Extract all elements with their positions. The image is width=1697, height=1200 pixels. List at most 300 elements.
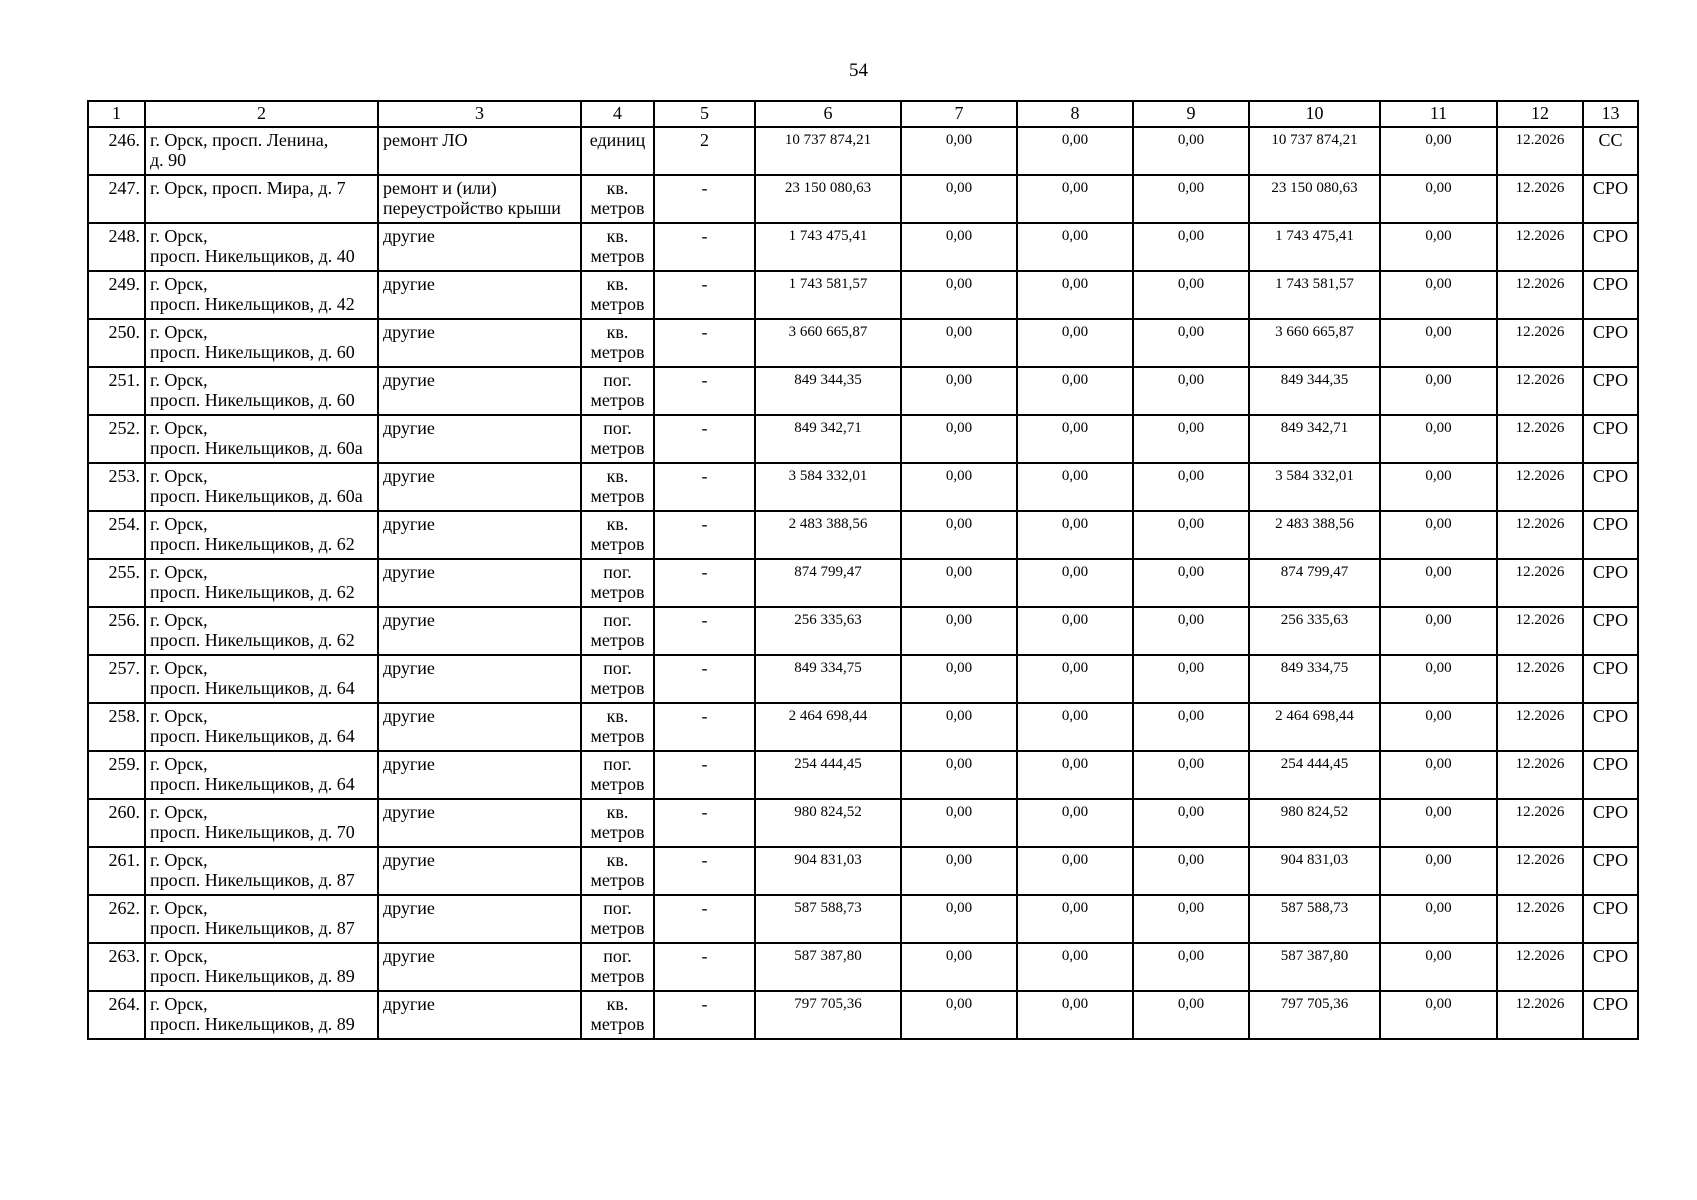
other-funds-cell-text: 0,00 — [1425, 372, 1452, 388]
deadline-cell — [1497, 319, 1583, 367]
unit-cell-text: метров — [590, 246, 645, 266]
regional-funds-cell — [1017, 751, 1133, 799]
unit-cell-text: метров — [590, 438, 645, 458]
fund-method-cell — [1583, 751, 1638, 799]
local-funds-cell-text: 0,00 — [1177, 516, 1205, 532]
unit-cell — [581, 223, 654, 271]
address-cell — [145, 319, 378, 367]
total-cost-cell-text: 2 464 698,44 — [788, 708, 868, 724]
table-row — [88, 799, 1638, 847]
quantity-cell — [654, 847, 755, 895]
federal-funds-cell-text: 0,00 — [945, 612, 973, 628]
regional-funds-cell — [1017, 559, 1133, 607]
deadline-cell — [1497, 895, 1583, 943]
deadline-cell — [1497, 655, 1583, 703]
work-type-cell-text: другие — [383, 562, 435, 582]
local-funds-cell-text: 0,00 — [1177, 852, 1205, 868]
header-row — [88, 101, 1638, 127]
local-funds-cell-text: 0,00 — [1177, 708, 1205, 724]
address-cell-text: просп. Никельщиков, д. 60 — [150, 342, 355, 362]
other-funds-cell — [1380, 991, 1497, 1039]
address-cell-text: просп. Никельщиков, д. 42 — [150, 294, 355, 314]
local-funds-cell — [1133, 559, 1249, 607]
work-type-cell — [378, 271, 581, 319]
unit-cell-text: метров — [590, 294, 645, 314]
local-funds-cell-text: 0,00 — [1177, 372, 1205, 388]
local-funds-cell-text: 0,00 — [1177, 996, 1205, 1012]
quantity-cell — [654, 367, 755, 415]
federal-funds-cell-text: 0,00 — [945, 948, 973, 964]
federal-funds-cell — [901, 223, 1017, 271]
unit-cell-text: кв. — [606, 994, 629, 1014]
owner-funds-cell-text: 587 387,80 — [1280, 948, 1349, 964]
unit-cell — [581, 607, 654, 655]
owner-funds-cell-text: 797 705,36 — [1280, 996, 1349, 1012]
unit-cell-text: пог. — [603, 658, 632, 678]
regional-funds-cell-text: 0,00 — [1061, 420, 1089, 436]
quantity-cell — [654, 511, 755, 559]
other-funds-cell — [1380, 607, 1497, 655]
unit-cell — [581, 991, 654, 1039]
federal-funds-cell — [901, 799, 1017, 847]
quantity-cell-text: - — [701, 802, 708, 822]
regional-funds-cell-text: 0,00 — [1061, 900, 1089, 916]
other-funds-cell-text: 0,00 — [1425, 900, 1452, 916]
owner-funds-cell-text: 254 444,45 — [1280, 756, 1349, 772]
owner-funds-cell-text: 849 344,35 — [1280, 372, 1349, 388]
regional-funds-cell-text: 0,00 — [1061, 516, 1089, 532]
deadline-cell-text: 12.2026 — [1515, 756, 1565, 772]
unit-cell-text: метров — [590, 198, 645, 218]
deadline-cell-text: 12.2026 — [1515, 228, 1565, 244]
owner-funds-cell — [1249, 511, 1380, 559]
work-type-cell — [378, 463, 581, 511]
regional-funds-cell — [1017, 511, 1133, 559]
deadline-cell — [1497, 991, 1583, 1039]
federal-funds-cell-text: 0,00 — [945, 276, 973, 292]
owner-funds-cell-text: 256 335,63 — [1280, 612, 1349, 628]
quantity-cell-text: - — [701, 562, 708, 582]
deadline-cell-text: 12.2026 — [1515, 900, 1565, 916]
local-funds-cell-text: 0,00 — [1177, 276, 1205, 292]
federal-funds-cell-text: 0,00 — [945, 900, 973, 916]
owner-funds-cell — [1249, 175, 1380, 223]
row-number — [88, 751, 145, 799]
local-funds-cell — [1133, 463, 1249, 511]
fund-method-cell — [1583, 703, 1638, 751]
local-funds-cell-text: 0,00 — [1177, 900, 1205, 916]
unit-cell — [581, 463, 654, 511]
address-cell — [145, 799, 378, 847]
deadline-cell-text: 12.2026 — [1515, 852, 1565, 868]
unit-cell — [581, 415, 654, 463]
federal-funds-cell-text: 0,00 — [945, 324, 973, 340]
owner-funds-cell — [1249, 943, 1380, 991]
other-funds-cell-text: 0,00 — [1425, 996, 1452, 1012]
total-cost-cell-text: 1 743 475,41 — [788, 228, 868, 244]
work-type-cell — [378, 991, 581, 1039]
work-type-cell-text: другие — [383, 466, 435, 486]
owner-funds-cell-text: 2 464 698,44 — [1275, 708, 1354, 724]
work-type-cell — [378, 655, 581, 703]
address-cell-text: г. Орск, — [150, 562, 208, 582]
federal-funds-cell — [901, 943, 1017, 991]
address-cell — [145, 895, 378, 943]
deadline-cell-text: 12.2026 — [1515, 564, 1565, 580]
fund-method-cell-text: СРО — [1592, 610, 1629, 630]
other-funds-cell — [1380, 175, 1497, 223]
address-cell-text: г. Орск, — [150, 274, 208, 294]
fund-method-cell-text: СРО — [1592, 754, 1629, 774]
regional-funds-cell — [1017, 703, 1133, 751]
unit-cell-text: кв. — [606, 466, 629, 486]
total-cost-cell — [755, 703, 901, 751]
regional-funds-cell-text: 0,00 — [1061, 276, 1089, 292]
unit-cell-text: метров — [590, 822, 645, 842]
total-cost-cell — [755, 511, 901, 559]
local-funds-cell-text: 0,00 — [1177, 420, 1205, 436]
regional-funds-cell-text: 0,00 — [1061, 564, 1089, 580]
work-type-cell-text: другие — [383, 898, 435, 918]
fund-method-cell-text: СРО — [1592, 322, 1629, 342]
quantity-cell-text: - — [701, 274, 708, 294]
unit-cell — [581, 175, 654, 223]
total-cost-cell-text: 849 344,35 — [794, 372, 862, 388]
address-cell-text: г. Орск, — [150, 994, 208, 1014]
work-type-cell — [378, 223, 581, 271]
deadline-cell — [1497, 415, 1583, 463]
other-funds-cell — [1380, 895, 1497, 943]
total-cost-cell — [755, 847, 901, 895]
total-cost-cell-text: 256 335,63 — [794, 612, 862, 628]
unit-cell — [581, 319, 654, 367]
address-cell — [145, 703, 378, 751]
fund-method-cell — [1583, 415, 1638, 463]
row-number — [88, 511, 145, 559]
unit-cell-text: пог. — [603, 946, 632, 966]
column-header-6: 6 — [755, 101, 901, 127]
work-type-cell-text: другие — [383, 322, 435, 342]
other-funds-cell-text: 0,00 — [1425, 228, 1452, 244]
unit-cell-text: пог. — [603, 754, 632, 774]
address-cell — [145, 607, 378, 655]
total-cost-cell-text: 849 342,71 — [794, 420, 862, 436]
fund-method-cell — [1583, 559, 1638, 607]
quantity-cell — [654, 463, 755, 511]
unit-cell-text: кв. — [606, 850, 629, 870]
fund-method-cell-text: СРО — [1592, 850, 1629, 870]
unit-cell-text: метров — [590, 342, 645, 362]
row-number-text: 247. — [108, 178, 140, 198]
local-funds-cell — [1133, 991, 1249, 1039]
fund-method-cell-text: СРО — [1592, 658, 1629, 678]
unit-cell-text: метров — [590, 870, 645, 890]
row-number-text: 259. — [108, 754, 140, 774]
regional-funds-cell — [1017, 319, 1133, 367]
local-funds-cell — [1133, 655, 1249, 703]
local-funds-cell-text: 0,00 — [1177, 948, 1205, 964]
total-cost-cell-text: 849 334,75 — [794, 660, 862, 676]
address-cell — [145, 271, 378, 319]
other-funds-cell-text: 0,00 — [1425, 180, 1452, 196]
unit-cell-text: метров — [590, 774, 645, 794]
quantity-cell — [654, 943, 755, 991]
unit-cell — [581, 943, 654, 991]
address-cell-text: г. Орск, — [150, 226, 208, 246]
other-funds-cell-text: 0,00 — [1425, 276, 1452, 292]
unit-cell — [581, 895, 654, 943]
work-type-cell-text: ремонт ЛО — [383, 130, 468, 150]
owner-funds-cell — [1249, 895, 1380, 943]
table-row — [88, 847, 1638, 895]
federal-funds-cell — [901, 751, 1017, 799]
other-funds-cell-text: 0,00 — [1425, 708, 1452, 724]
work-type-cell — [378, 943, 581, 991]
column-header-3: 3 — [378, 101, 581, 127]
quantity-cell-text: - — [701, 610, 708, 630]
federal-funds-cell-text: 0,00 — [945, 804, 973, 820]
other-funds-cell — [1380, 511, 1497, 559]
local-funds-cell — [1133, 751, 1249, 799]
row-number — [88, 367, 145, 415]
local-funds-cell — [1133, 175, 1249, 223]
owner-funds-cell — [1249, 415, 1380, 463]
address-cell-text: просп. Никельщиков, д. 70 — [150, 822, 355, 842]
other-funds-cell-text: 0,00 — [1425, 564, 1452, 580]
total-cost-cell — [755, 559, 901, 607]
owner-funds-cell-text: 1 743 581,57 — [1275, 276, 1354, 292]
unit-cell-text: пог. — [603, 898, 632, 918]
total-cost-cell-text: 3 660 665,87 — [788, 324, 868, 340]
deadline-cell — [1497, 751, 1583, 799]
fund-method-cell-text: СРО — [1592, 466, 1629, 486]
column-header-2: 2 — [145, 101, 378, 127]
other-funds-cell — [1380, 463, 1497, 511]
row-number-text: 262. — [108, 898, 140, 918]
regional-funds-cell-text: 0,00 — [1061, 948, 1089, 964]
other-funds-cell — [1380, 127, 1497, 175]
deadline-cell-text: 12.2026 — [1515, 180, 1565, 196]
deadline-cell — [1497, 367, 1583, 415]
row-number — [88, 415, 145, 463]
owner-funds-cell-text: 587 588,73 — [1280, 900, 1349, 916]
other-funds-cell — [1380, 415, 1497, 463]
local-funds-cell — [1133, 271, 1249, 319]
deadline-cell — [1497, 607, 1583, 655]
address-cell — [145, 943, 378, 991]
unit-cell-text: пог. — [603, 370, 632, 390]
column-header-10: 10 — [1249, 101, 1380, 127]
column-header-5: 5 — [654, 101, 755, 127]
federal-funds-cell-text: 0,00 — [945, 852, 973, 868]
federal-funds-cell — [901, 655, 1017, 703]
unit-cell-text: кв. — [606, 514, 629, 534]
owner-funds-cell — [1249, 991, 1380, 1039]
other-funds-cell-text: 0,00 — [1425, 948, 1452, 964]
regional-funds-cell-text: 0,00 — [1061, 996, 1089, 1012]
quantity-cell-text: - — [701, 994, 708, 1014]
regional-funds-cell — [1017, 895, 1133, 943]
address-cell-text: г. Орск, — [150, 802, 208, 822]
local-funds-cell-text: 0,00 — [1177, 564, 1205, 580]
address-cell — [145, 415, 378, 463]
row-number — [88, 271, 145, 319]
federal-funds-cell-text: 0,00 — [945, 564, 973, 580]
total-cost-cell-text: 797 705,36 — [794, 996, 862, 1012]
work-type-cell-text: другие — [383, 994, 435, 1014]
fund-method-cell — [1583, 511, 1638, 559]
regional-funds-cell-text: 0,00 — [1061, 612, 1089, 628]
quantity-cell-text: - — [701, 850, 708, 870]
owner-funds-cell — [1249, 223, 1380, 271]
row-number — [88, 463, 145, 511]
address-cell-text: г. Орск, — [150, 850, 208, 870]
other-funds-cell — [1380, 223, 1497, 271]
quantity-cell-text: - — [701, 226, 708, 246]
row-number-text: 258. — [108, 706, 140, 726]
address-cell — [145, 655, 378, 703]
federal-funds-cell-text: 0,00 — [945, 516, 973, 532]
row-number-text: 249. — [108, 274, 140, 294]
row-number — [88, 127, 145, 175]
regional-funds-cell — [1017, 415, 1133, 463]
deadline-cell — [1497, 127, 1583, 175]
unit-cell — [581, 271, 654, 319]
address-cell — [145, 559, 378, 607]
row-number-text: 250. — [108, 322, 140, 342]
address-cell-text: г. Орск, — [150, 898, 208, 918]
fund-method-cell — [1583, 463, 1638, 511]
fund-method-cell-text: СРО — [1592, 178, 1629, 198]
total-cost-cell — [755, 799, 901, 847]
row-number — [88, 655, 145, 703]
work-type-cell-text: другие — [383, 226, 435, 246]
regional-funds-cell-text: 0,00 — [1061, 708, 1089, 724]
unit-cell-text: пог. — [603, 418, 632, 438]
owner-funds-cell-text: 10 737 874,21 — [1271, 132, 1358, 148]
fund-method-cell — [1583, 607, 1638, 655]
total-cost-cell-text: 23 150 080,63 — [784, 180, 872, 196]
fund-method-cell-text: СРО — [1592, 514, 1629, 534]
work-type-cell — [378, 415, 581, 463]
unit-cell-text: метров — [590, 678, 645, 698]
table-row — [88, 511, 1638, 559]
quantity-cell-text: - — [701, 658, 708, 678]
unit-cell-text: кв. — [606, 226, 629, 246]
unit-cell — [581, 799, 654, 847]
quantity-cell-text: - — [701, 898, 708, 918]
federal-funds-cell-text: 0,00 — [945, 228, 973, 244]
deadline-cell — [1497, 799, 1583, 847]
owner-funds-cell — [1249, 367, 1380, 415]
quantity-cell-text: 2 — [700, 130, 709, 150]
total-cost-cell — [755, 271, 901, 319]
federal-funds-cell — [901, 511, 1017, 559]
quantity-cell — [654, 799, 755, 847]
other-funds-cell — [1380, 703, 1497, 751]
total-cost-cell — [755, 943, 901, 991]
quantity-cell-text: - — [701, 514, 708, 534]
unit-cell-text: единиц — [589, 130, 646, 150]
deadline-cell — [1497, 271, 1583, 319]
other-funds-cell-text: 0,00 — [1425, 660, 1452, 676]
federal-funds-cell — [901, 847, 1017, 895]
regional-funds-cell — [1017, 655, 1133, 703]
deadline-cell — [1497, 847, 1583, 895]
column-header-8: 8 — [1017, 101, 1133, 127]
address-cell-text: просп. Никельщиков, д. 89 — [150, 966, 355, 986]
fund-method-cell-text: СРО — [1592, 946, 1629, 966]
federal-funds-cell — [901, 559, 1017, 607]
address-cell-text: просп. Никельщиков, д. 62 — [150, 534, 355, 554]
register-table — [87, 100, 1639, 1040]
address-cell-text: д. 90 — [150, 150, 187, 170]
work-type-cell — [378, 607, 581, 655]
address-cell — [145, 175, 378, 223]
unit-cell-text: метров — [590, 966, 645, 986]
unit-cell-text: метров — [590, 630, 645, 650]
column-header-1: 1 — [88, 101, 145, 127]
unit-cell — [581, 751, 654, 799]
quantity-cell-text: - — [701, 418, 708, 438]
local-funds-cell — [1133, 223, 1249, 271]
other-funds-cell-text: 0,00 — [1425, 852, 1452, 868]
unit-cell-text: метров — [590, 582, 645, 602]
row-number-text: 257. — [108, 658, 140, 678]
fund-method-cell-text: СРО — [1592, 418, 1629, 438]
deadline-cell-text: 12.2026 — [1515, 324, 1565, 340]
regional-funds-cell-text: 0,00 — [1061, 132, 1089, 148]
address-cell — [145, 463, 378, 511]
federal-funds-cell-text: 0,00 — [945, 996, 973, 1012]
address-cell-text: просп. Никельщиков, д. 62 — [150, 630, 355, 650]
quantity-cell — [654, 607, 755, 655]
federal-funds-cell-text: 0,00 — [945, 420, 973, 436]
owner-funds-cell — [1249, 655, 1380, 703]
local-funds-cell-text: 0,00 — [1177, 804, 1205, 820]
table-row — [88, 991, 1638, 1039]
row-number-text: 254. — [108, 514, 140, 534]
local-funds-cell-text: 0,00 — [1177, 132, 1205, 148]
address-cell-text: г. Орск, просп. Мира, д. 7 — [150, 178, 346, 198]
row-number-text: 252. — [108, 418, 140, 438]
other-funds-cell — [1380, 943, 1497, 991]
row-number-text: 253. — [108, 466, 140, 486]
row-number-text: 246. — [108, 130, 140, 150]
quantity-cell — [654, 127, 755, 175]
total-cost-cell — [755, 463, 901, 511]
quantity-cell-text: - — [701, 322, 708, 342]
unit-cell-text: метров — [590, 390, 645, 410]
total-cost-cell — [755, 607, 901, 655]
total-cost-cell-text: 904 831,03 — [794, 852, 862, 868]
local-funds-cell-text: 0,00 — [1177, 756, 1205, 772]
quantity-cell — [654, 655, 755, 703]
address-cell — [145, 127, 378, 175]
quantity-cell-text: - — [701, 466, 708, 486]
federal-funds-cell — [901, 991, 1017, 1039]
total-cost-cell-text: 10 737 874,21 — [784, 132, 872, 148]
total-cost-cell-text: 874 799,47 — [794, 564, 862, 580]
address-cell-text: г. Орск, — [150, 706, 208, 726]
other-funds-cell-text: 0,00 — [1425, 324, 1452, 340]
address-cell-text: г. Орск, — [150, 946, 208, 966]
deadline-cell-text: 12.2026 — [1515, 996, 1565, 1012]
federal-funds-cell-text: 0,00 — [945, 756, 973, 772]
other-funds-cell — [1380, 751, 1497, 799]
total-cost-cell — [755, 991, 901, 1039]
table-row — [88, 223, 1638, 271]
